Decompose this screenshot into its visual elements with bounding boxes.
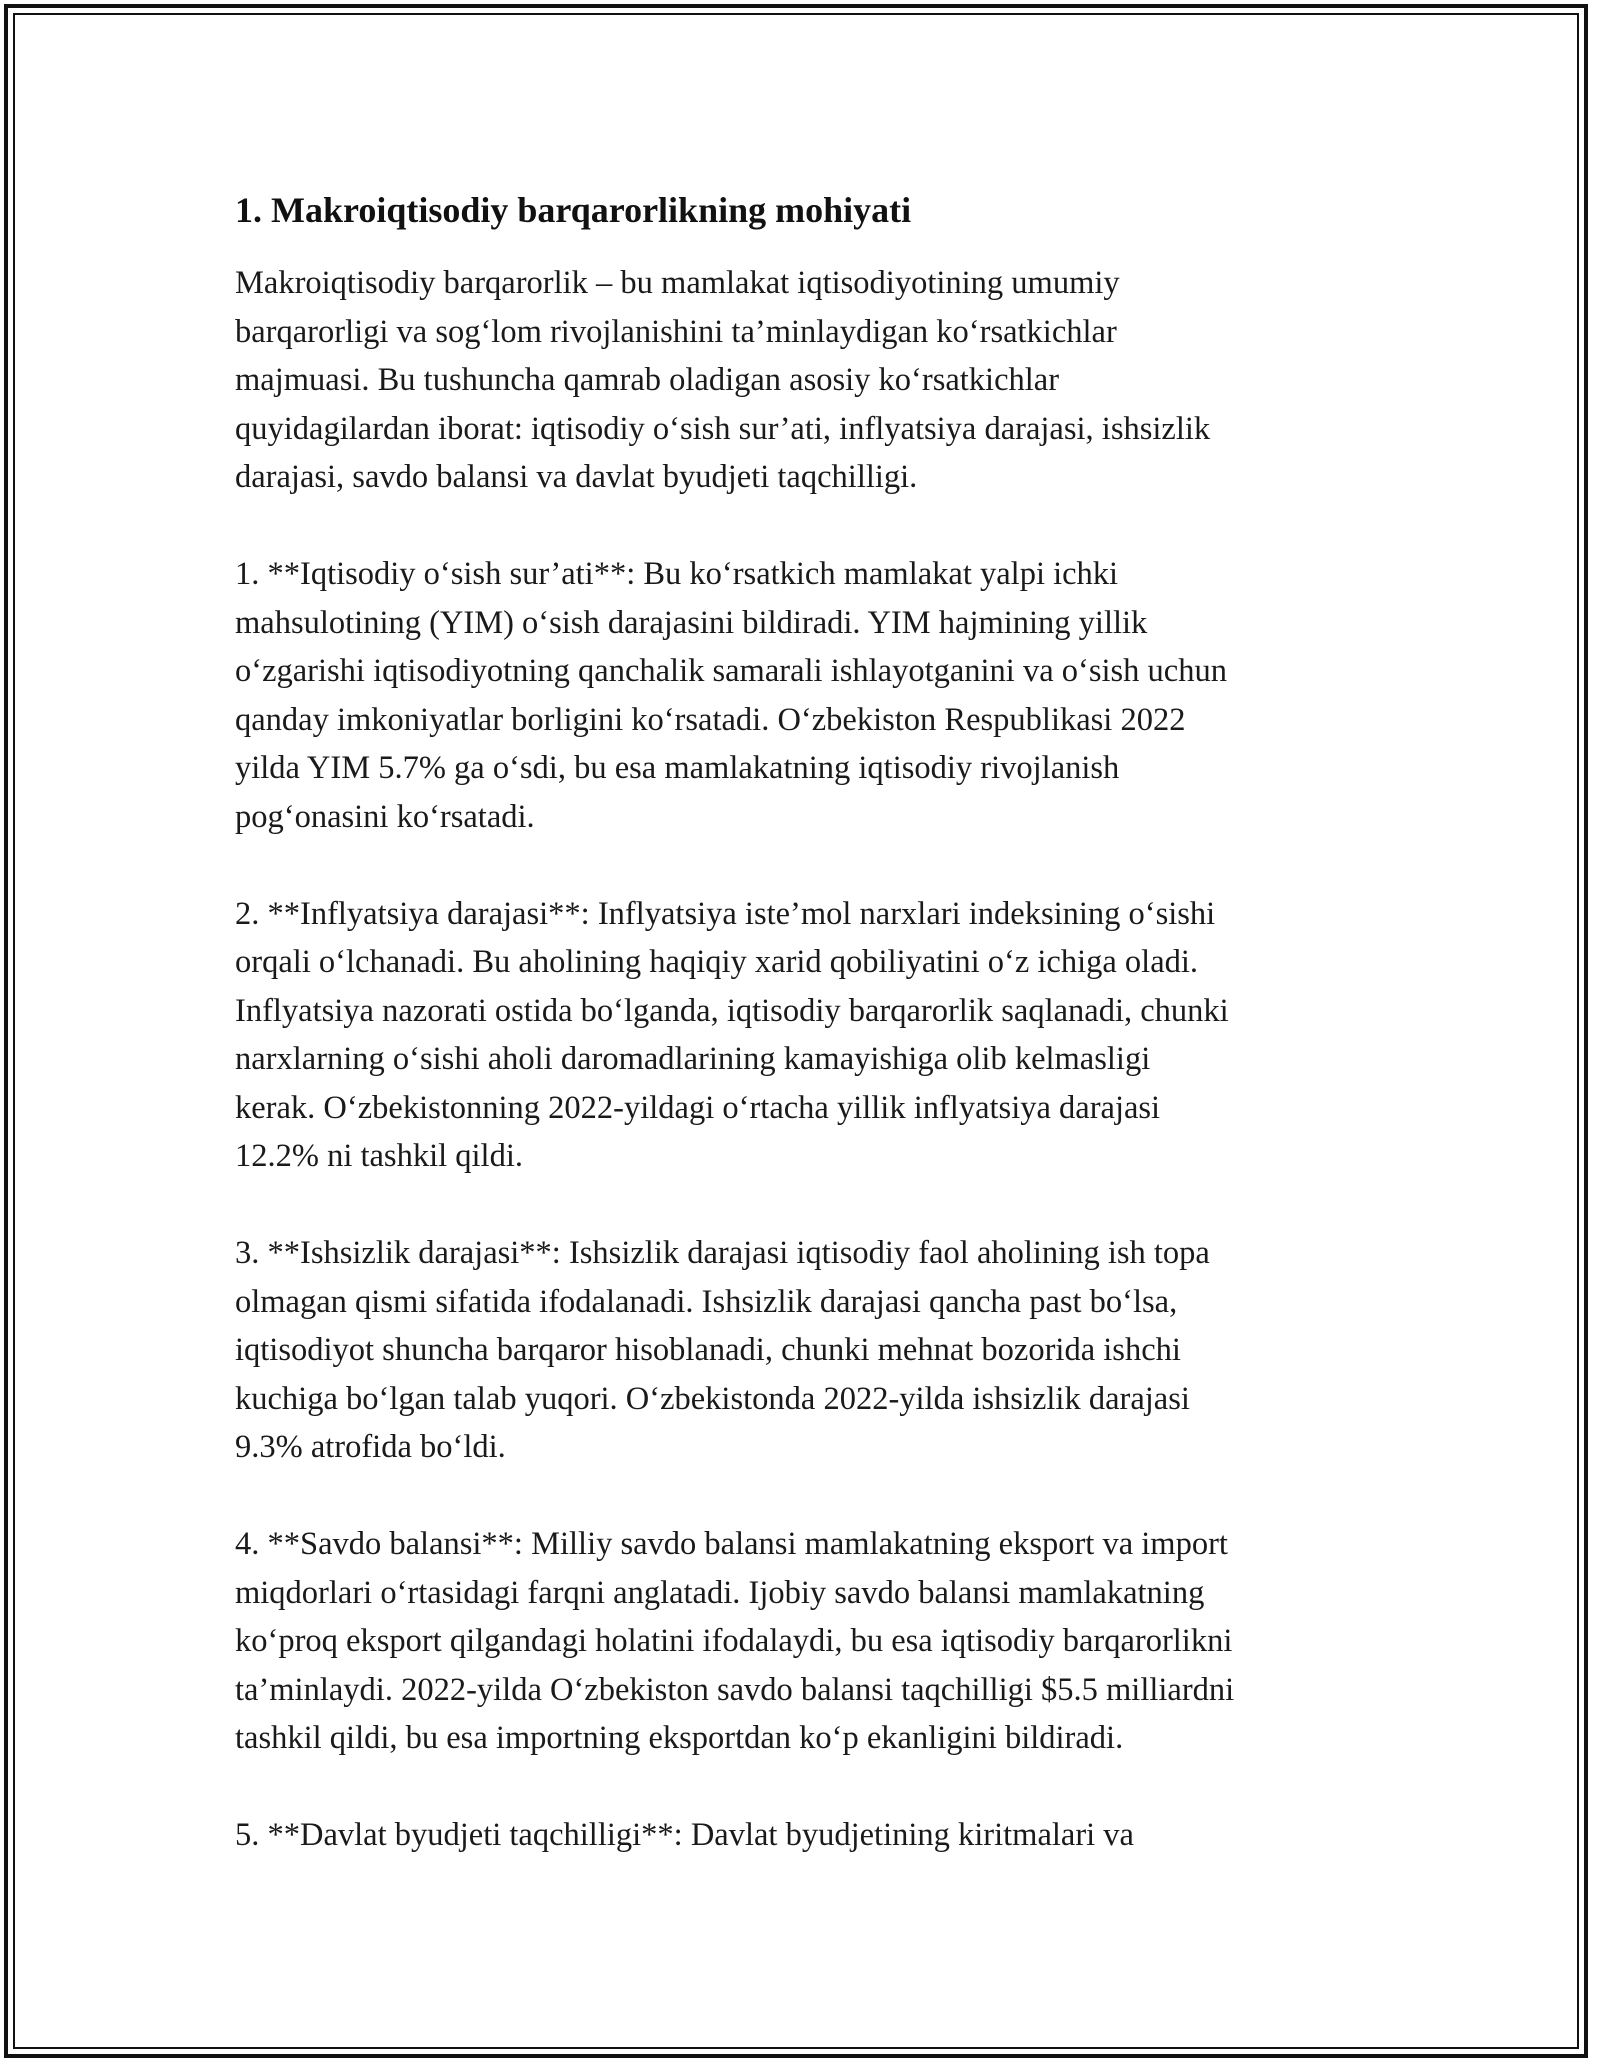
document-body (235, 186, 1395, 1908)
text-line: 3. **Ishsizlik darajasi**: Ishsizlik darajasi iqtisodiy faol aholining ish topa (235, 1235, 1210, 1271)
item-budget-deficit (235, 1811, 1395, 1860)
text-line: 2. **Inflyatsiya darajasi**: Inflyatsiya iste’mol narxlari indeksining o‘sishi (235, 895, 1216, 932)
text-line: miqdorlari o‘rtasidagi farqni anglatadi. Ijobiy savdo balansi mamlakatning (235, 1574, 1205, 1611)
text-line: iqtisodiyot shuncha barqaror hisoblanadi, chunki mehnat bozorida ishchi (235, 1332, 1181, 1368)
text-line: majmuasi. Bu tushuncha qamrab oladigan asosiy ko‘rsatkichlar (235, 362, 1060, 398)
text-line: mahsulotining (YIM) o‘sish darajasini bildiradi. YIM hajmining yillik (235, 604, 1148, 641)
text-line: ta’minlaydi. 2022-yilda O‘zbekiston savdo balansi taqchilligi $5.5 milliardni (235, 1671, 1235, 1708)
text-line: 12.2% ni tashkil qildi. (235, 1138, 523, 1174)
text-line: 5. **Davlat byudjeti taqchilligi**: Davlat byudjetining kiritmalari va (235, 1817, 1134, 1853)
text-line: 4. **Savdo balansi**: Milliy savdo balansi mamlakatning eksport va import (235, 1526, 1228, 1562)
text-line: tashkil qildi, bu esa importning eksportdan ko‘p ekanligini bildiradi. (235, 1720, 1124, 1756)
text-line: kuchiga bo‘lgan talab yuqori. O‘zbekistonda 2022-yilda ishsizlik darajasi (235, 1380, 1190, 1417)
text-line: quyidagilardan iborat: iqtisodiy o‘sish sur’ati, inflyatsiya darajasi, ishsizlik (235, 410, 1211, 447)
text-line: 1. **Iqtisodiy o‘sish sur’ati**: Bu ko‘rsatkich mamlakat yalpi ichki (235, 556, 1119, 592)
item-economic-growth (235, 550, 1395, 841)
intro-paragraph (235, 259, 1395, 502)
text-line: barqarorligi va sog‘lom rivojlanishini ta’minlaydigan ko‘rsatkichlar (235, 313, 1117, 350)
text-line: ko‘proq eksport qilgandagi holatini ifodalaydi, bu esa iqtisodiy barqarorlikni (235, 1623, 1233, 1659)
text-line: darajasi, savdo balansi va davlat byudjeti taqchilligi. (235, 459, 918, 495)
text-line: yilda YIM 5.7% ga o‘sdi, bu esa mamlakatning iqtisodiy rivojlanish (235, 750, 1120, 786)
text-line: Inflyatsiya nazorati ostida bo‘lganda, iqtisodiy barqarorlik saqlanadi, chunki (235, 992, 1229, 1029)
item-unemployment (235, 1229, 1395, 1472)
text-line: pog‘onasini ko‘rsatadi. (235, 798, 535, 835)
text-line: olmagan qismi sifatida ifodalanadi. Ishsizlik darajasi qancha past bo‘lsa, (235, 1283, 1178, 1320)
text-line: 9.3% atrofida bo‘ldi. (235, 1429, 506, 1465)
text-line: Makroiqtisodiy barqarorlik – bu mamlakat iqtisodiyotining umumiy (235, 265, 1120, 301)
text-line: o‘zgarishi iqtisodiyotning qanchalik samarali ishlayotganini va o‘sish uchun (235, 653, 1227, 689)
item-inflation (235, 890, 1395, 1181)
item-trade-balance (235, 1520, 1395, 1763)
section-heading: 1. Makroiqtisodiy barqarorlikning mohiyati (235, 190, 912, 230)
text-line: kerak. O‘zbekistonning 2022-yildagi o‘rtacha yillik inflyatsiya darajasi (235, 1089, 1161, 1126)
text-line: orqali o‘lchanadi. Bu aholining haqiqiy xarid qobiliyatini o‘z ichiga oladi. (235, 944, 1199, 980)
text-line: qanday imkoniyatlar borligini ko‘rsatadi. O‘zbekiston Respublikasi 2022 (235, 701, 1186, 738)
text-line: narxlarning o‘sishi aholi daromadlarining kamayishiga olib kelmasligi (235, 1041, 1151, 1077)
